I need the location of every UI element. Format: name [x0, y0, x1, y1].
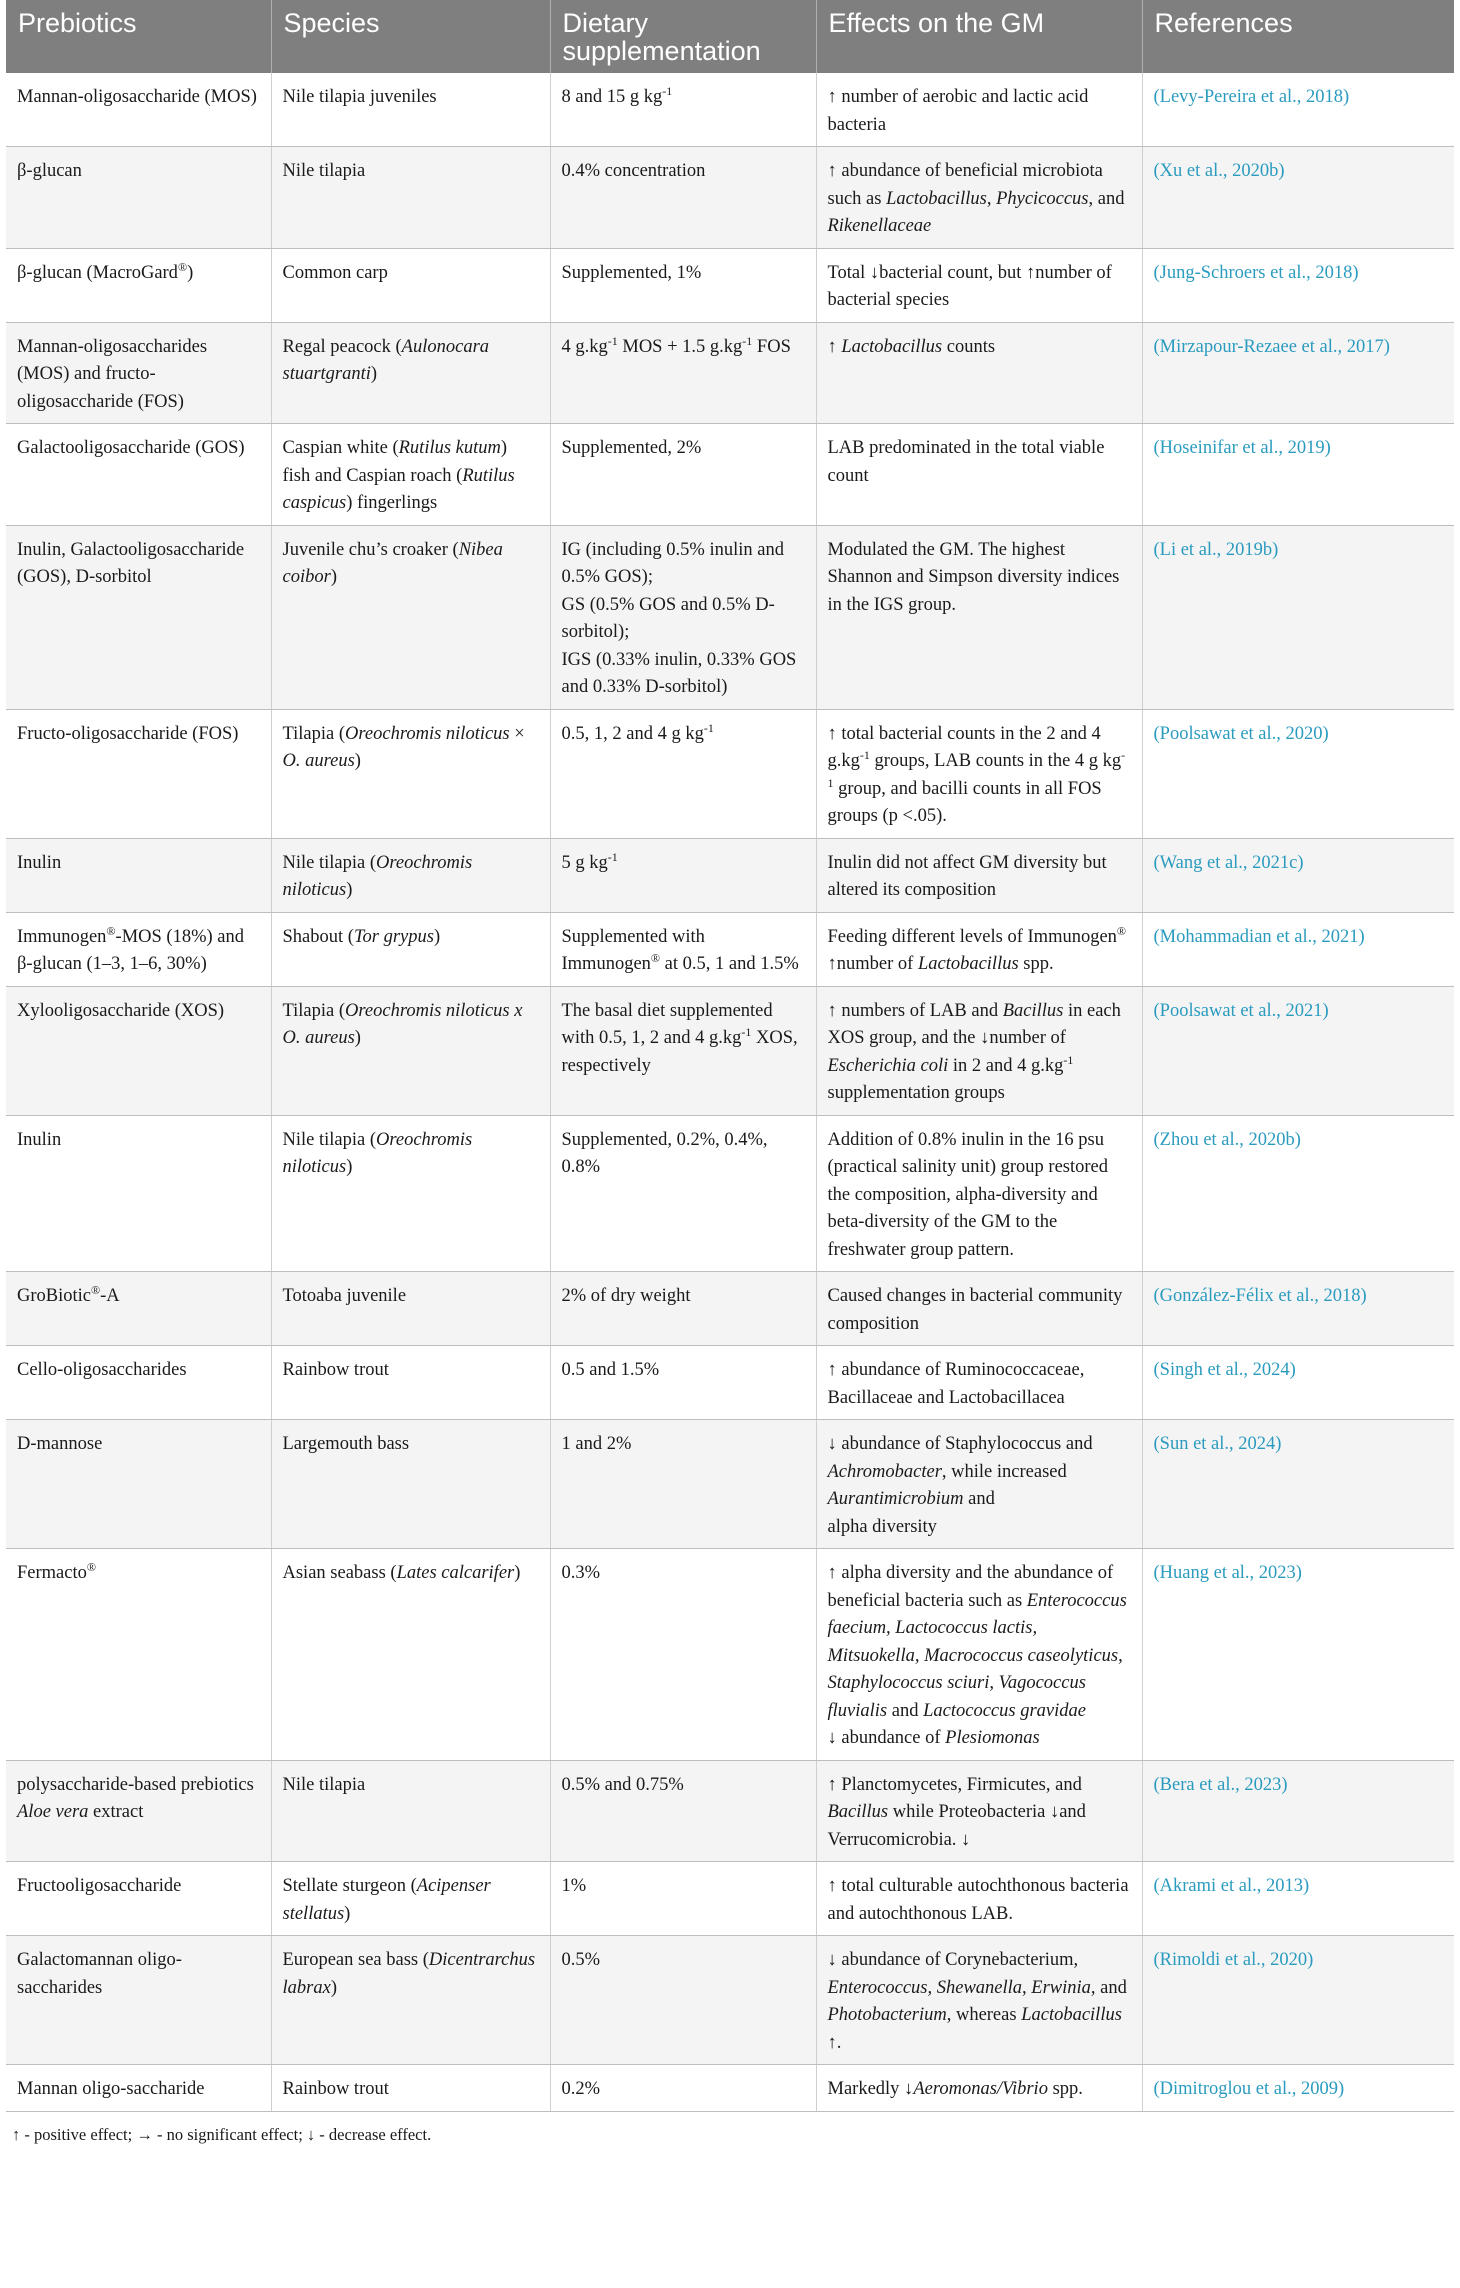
cell-effects: ↑ total bacterial counts in the 2 and 4 $g.kg^{-1}$ groups, LAB counts in the 4 g $kg^{-1}$ group, and bacilli counts in all FOS groups (p <.05). [816, 709, 1142, 838]
cell-prebiotic: Inulin [6, 1115, 271, 1272]
table-row [6, 1272, 1454, 1346]
cell-dietary-supplementation: 1% [550, 1862, 816, 1936]
cell-reference[interactable]: (Huang et al., 2023) [1142, 1549, 1454, 1761]
cell-species: Nile tilapia (Oreochromis niloticus) [271, 1115, 550, 1272]
table-row [6, 986, 1454, 1115]
cell-species: Common carp [271, 248, 550, 322]
cell-species: Nile tilapia (Oreochromis niloticus) [271, 838, 550, 912]
cell-species: Nile tilapia [271, 147, 550, 249]
table-row [6, 1760, 1454, 1862]
cell-prebiotic: Cello-oligosaccharides [6, 1346, 271, 1420]
cell-effects: ↑ abundance of Ruminococcaceae, Bacillaceae and Lactobacillacea [816, 1346, 1142, 1420]
cell-reference[interactable]: (Jung-Schroers et al., 2018) [1142, 248, 1454, 322]
table-row [6, 1115, 1454, 1272]
cell-prebiotic: β-glucan (MacroGard®) [6, 248, 271, 322]
cell-dietary-supplementation: 2% of dry weight [550, 1272, 816, 1346]
table-header [6, 0, 1454, 73]
cell-prebiotic: Immunogen®-MOS (18%) and β-glucan (1–3, 1–6, 30%) [6, 912, 271, 986]
cell-species: Rainbow trout [271, 2065, 550, 2112]
cell-reference[interactable]: (Sun et al., 2024) [1142, 1420, 1454, 1549]
cell-dietary-supplementation: 0.5% [550, 1936, 816, 2065]
cell-prebiotic: Fructooligosaccharide [6, 1862, 271, 1936]
header-prebiotics: Prebiotics [6, 0, 271, 73]
table-row [6, 838, 1454, 912]
cell-effects: ↑ total culturable autochthonous bacteria and autochthonous LAB. [816, 1862, 1142, 1936]
header-dietary-supplementation: Dietary supplementation [550, 0, 816, 73]
cell-prebiotic: β-glucan [6, 147, 271, 249]
cell-dietary-supplementation: 4 $g.kg^{-1}$ MOS + 1.5 $g.kg^{-1}$ FOS [550, 322, 816, 424]
cell-reference[interactable]: (González-Félix et al., 2018) [1142, 1272, 1454, 1346]
table-row [6, 73, 1454, 147]
cell-reference[interactable]: (Poolsawat et al., 2020) [1142, 709, 1454, 838]
cell-dietary-supplementation: 0.2% [550, 2065, 816, 2112]
table-row [6, 1420, 1454, 1549]
cell-dietary-supplementation: The basal diet supplemented with 0.5, 1, 2 and 4 $g.kg^{-1}$ XOS, respectively [550, 986, 816, 1115]
prebiotics-table [6, 0, 1454, 2112]
cell-reference[interactable]: (Rimoldi et al., 2020) [1142, 1936, 1454, 2065]
cell-prebiotic: Galactooligosaccharide (GOS) [6, 424, 271, 526]
cell-effects: Caused changes in bacterial community composition [816, 1272, 1142, 1346]
cell-species: Rainbow trout [271, 1346, 550, 1420]
cell-reference[interactable]: (Hoseinifar et al., 2019) [1142, 424, 1454, 526]
cell-reference[interactable]: (Li et al., 2019b) [1142, 525, 1454, 709]
table-row [6, 912, 1454, 986]
cell-species: Juvenile chu’s croaker (Nibea coibor) [271, 525, 550, 709]
cell-reference[interactable]: (Dimitroglou et al., 2009) [1142, 2065, 1454, 2112]
cell-dietary-supplementation: Supplemented with Immunogen® at 0.5, 1 and 1.5% [550, 912, 816, 986]
header-references: References [1142, 0, 1454, 73]
cell-dietary-supplementation: Supplemented, 2% [550, 424, 816, 526]
cell-prebiotic: Fermacto® [6, 1549, 271, 1761]
cell-dietary-supplementation: 0.5 and 1.5% [550, 1346, 816, 1420]
header-row [6, 0, 1454, 73]
cell-dietary-supplementation: 0.5, 1, 2 and 4 g $kg^{-1}$ [550, 709, 816, 838]
cell-effects: Modulated the GM. The highest Shannon and Simpson diversity indices in the IGS group. [816, 525, 1142, 709]
cell-prebiotic: Galactomannan oligo-saccharides [6, 1936, 271, 2065]
cell-dietary-supplementation: Supplemented, 0.2%, 0.4%, 0.8% [550, 1115, 816, 1272]
table-footnote: ↑ - positive effect; → - no significant effect; ↓ - decrease effect. [12, 2124, 432, 2144]
table-row [6, 147, 1454, 249]
cell-dietary-supplementation: 1 and 2% [550, 1420, 816, 1549]
cell-prebiotic: Mannan-oligosaccharide (MOS) [6, 73, 271, 147]
cell-dietary-supplementation: 8 and 15 g $kg^{-1}$ [550, 73, 816, 147]
cell-dietary-supplementation: 0.5% and 0.75% [550, 1760, 816, 1862]
cell-reference[interactable]: (Xu et al., 2020b) [1142, 147, 1454, 249]
cell-prebiotic: Xylooligosaccharide (XOS) [6, 986, 271, 1115]
table-row [6, 322, 1454, 424]
cell-species: Asian seabass (Lates calcarifer) [271, 1549, 550, 1761]
cell-effects: ↑ Planctomycetes, Firmicutes, and Bacillus while Proteobacteria ↓and Verrucomicrobia. ↓ [816, 1760, 1142, 1862]
cell-dietary-supplementation: Supplemented, 1% [550, 248, 816, 322]
cell-effects: Inulin did not affect GM diversity but altered its composition [816, 838, 1142, 912]
cell-effects: LAB predominated in the total viable count [816, 424, 1142, 526]
cell-effects: Total ↓bacterial count, but ↑number of bacterial species [816, 248, 1142, 322]
cell-reference[interactable]: (Akrami et al., 2013) [1142, 1862, 1454, 1936]
cell-reference[interactable]: (Singh et al., 2024) [1142, 1346, 1454, 1420]
cell-effects: ↑ alpha diversity and the abundance of beneficial bacteria such as Enterococcus faecium, Lactococcus lactis, Mitsuokella, Macrococcus caseolyticus, Staphylococcus sciuri, Vagococcus fluvialis and Lactococcus gravidae ↓ abundance of Plesiomonas [816, 1549, 1142, 1761]
cell-species: Tilapia (Oreochromis niloticus x O. aureus) [271, 986, 550, 1115]
cell-prebiotic: Inulin [6, 838, 271, 912]
cell-species: Tilapia (Oreochromis niloticus × O. aureus) [271, 709, 550, 838]
cell-prebiotic: Mannan oligo-saccharide [6, 2065, 271, 2112]
cell-reference[interactable]: (Mohammadian et al., 2021) [1142, 912, 1454, 986]
table-row [6, 525, 1454, 709]
cell-dietary-supplementation: 0.4% concentration [550, 147, 816, 249]
cell-species: Nile tilapia [271, 1760, 550, 1862]
cell-prebiotic: GroBiotic®-A [6, 1272, 271, 1346]
cell-dietary-supplementation: IG (including 0.5% inulin and 0.5% GOS); GS (0.5% GOS and 0.5% D-sorbitol); IGS (0.33% inulin, 0.33% GOS and 0.33% D-sorbitol) [550, 525, 816, 709]
cell-species: Shabout (Tor grypus) [271, 912, 550, 986]
cell-reference[interactable]: (Zhou et al., 2020b) [1142, 1115, 1454, 1272]
cell-species: European sea bass (Dicentrarchus labrax) [271, 1936, 550, 2065]
table-row [6, 1862, 1454, 1936]
cell-effects: ↓ abundance of Corynebacterium, Enterococcus, Shewanella, Erwinia, and Photobacterium, whereas Lactobacillus ↑. [816, 1936, 1142, 2065]
cell-prebiotic: Fructo-oligosaccharide (FOS) [6, 709, 271, 838]
table-row [6, 1549, 1454, 1761]
table-row [6, 1346, 1454, 1420]
cell-species: Stellate sturgeon (Acipenser stellatus) [271, 1862, 550, 1936]
table-row [6, 709, 1454, 838]
cell-reference[interactable]: (Mirzapour-Rezaee et al., 2017) [1142, 322, 1454, 424]
cell-effects: Feeding different levels of Immunogen® ↑number of Lactobacillus spp. [816, 912, 1142, 986]
table-row [6, 1936, 1454, 2065]
table-row [6, 2065, 1454, 2112]
cell-effects: ↑ Lactobacillus counts [816, 322, 1142, 424]
cell-effects: ↑ abundance of beneficial microbiota such as Lactobacillus, Phycicoccus, and Rikenellaceae [816, 147, 1142, 249]
cell-species: Totoaba juvenile [271, 1272, 550, 1346]
cell-effects: ↑ numbers of LAB and Bacillus in each XOS group, and the ↓number of Escherichia coli in 2 and 4 $g.kg^{-1}$ supplementation groups [816, 986, 1142, 1115]
cell-effects: Markedly ↓Aeromonas/Vibrio spp. [816, 2065, 1142, 2112]
header-effects: Effects on the GM [816, 0, 1142, 73]
cell-prebiotic: D-mannose [6, 1420, 271, 1549]
cell-species: Nile tilapia juveniles [271, 73, 550, 147]
table-container [6, 0, 1454, 2158]
cell-species: Largemouth bass [271, 1420, 550, 1549]
table-body [6, 73, 1454, 2111]
cell-reference[interactable]: (Levy-Pereira et al., 2018) [1142, 73, 1454, 147]
cell-effects: ↓ abundance of Staphylococcus and Achromobacter, while increased Aurantimicrobium and alpha diversity [816, 1420, 1142, 1549]
cell-species: Regal peacock (Aulonocara stuartgranti) [271, 322, 550, 424]
cell-prebiotic: polysaccharide-based prebiotics Aloe vera extract [6, 1760, 271, 1862]
cell-reference[interactable]: (Poolsawat et al., 2021) [1142, 986, 1454, 1115]
header-species: Species [271, 0, 550, 73]
cell-dietary-supplementation: 0.3% [550, 1549, 816, 1761]
cell-effects: ↑ number of aerobic and lactic acid bacteria [816, 73, 1142, 147]
cell-effects: Addition of 0.8% inulin in the 16 psu (practical salinity unit) group restored the composition, alpha-diversity and beta-diversity of the GM to the freshwater group pattern. [816, 1115, 1142, 1272]
cell-prebiotic: Inulin, Galactooligosaccharide (GOS), D-sorbitol [6, 525, 271, 709]
cell-prebiotic: Mannan-oligosaccharides (MOS) and fructo-oligosaccharide (FOS) [6, 322, 271, 424]
cell-reference[interactable]: (Bera et al., 2023) [1142, 1760, 1454, 1862]
cell-dietary-supplementation: 5 g $kg^{-1}$ [550, 838, 816, 912]
cell-species: Caspian white (Rutilus kutum) fish and Caspian roach (Rutilus caspicus) fingerlings [271, 424, 550, 526]
cell-reference[interactable]: (Wang et al., 2021c) [1142, 838, 1454, 912]
table-row [6, 248, 1454, 322]
table-row [6, 424, 1454, 526]
